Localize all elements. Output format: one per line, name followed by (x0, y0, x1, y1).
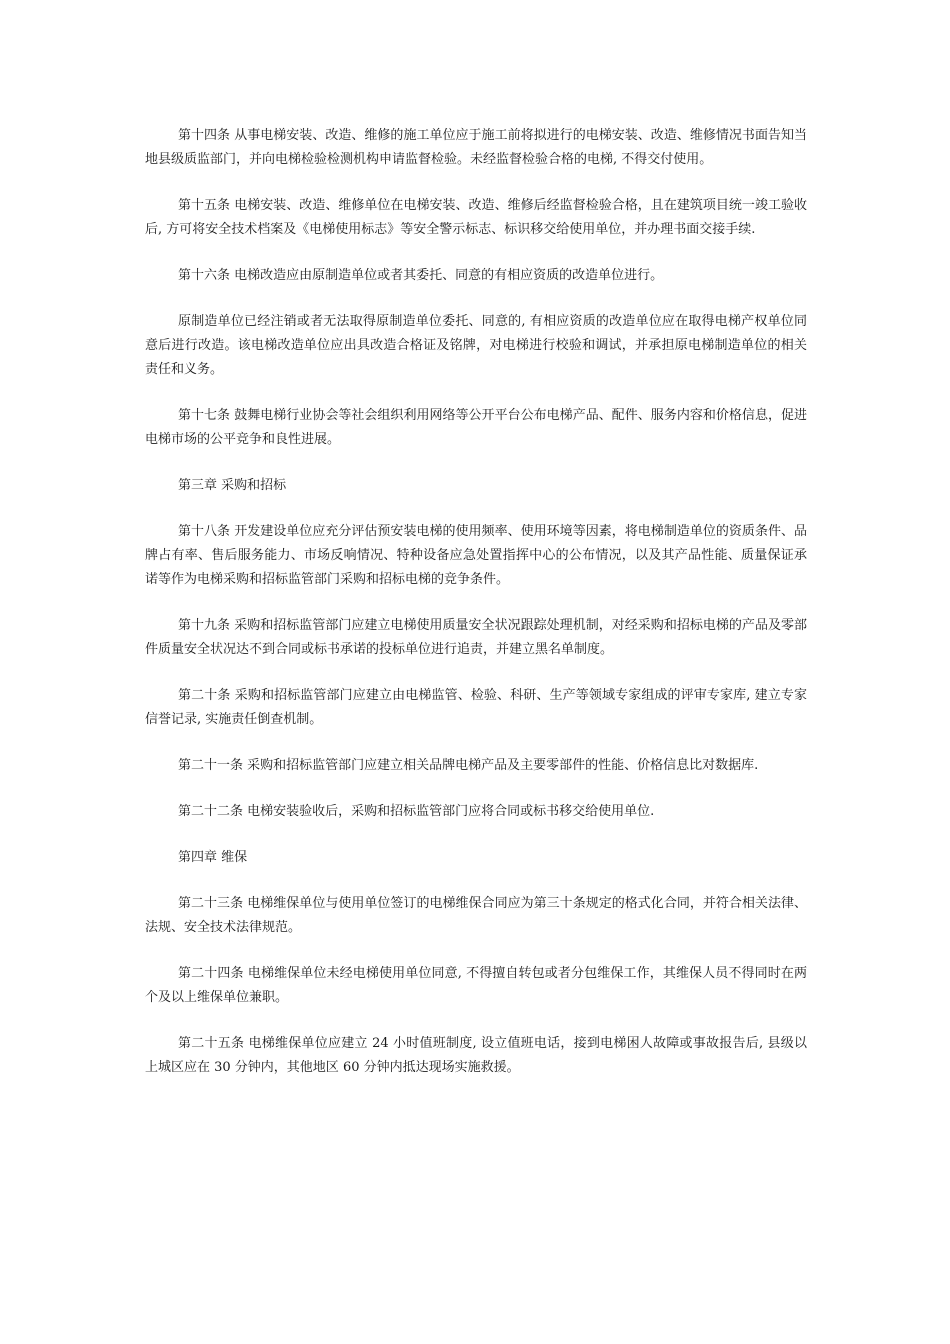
article-24: 第二十四条 电梯维保单位未经电梯使用单位同意, 不得擅自转包或者分包维保工作，其维保人员不得同时在两个及以上维保单位兼职。 (145, 966, 807, 1005)
article-23: 第二十三条 电梯维保单位与使用单位签订的电梯维保合同应为第三十条规定的格式化合同，并符合相关法律、法规、安全技术法律规范。 (145, 896, 807, 935)
article-14: 第十四条 从事电梯安装、改造、维修的施工单位应于施工前将拟进行的电梯安装、改造、维修情况书面告知当地县级质监部门，并向电梯检验检测机构申请监督检验。未经监督检验合格的电梯, 不得交付使用。 (145, 128, 807, 167)
article-18: 第十八条 开发建设单位应充分评估预安装电梯的使用频率、使用环境等因素，将电梯制造单位的资质条件、品牌占有率、售后服务能力、市场反响情况、特种设备应急处置指挥中心的公布情况，以及其产品性能、质量保证承诺等作为电梯采购和招标监管部门采购和招标电梯的竞争条件。 (145, 524, 807, 587)
article-15: 第十五条 电梯安装、改造、维修单位在电梯安装、改造、维修后经监督检验合格，且在建筑项目统一竣工验收后, 方可将安全技术档案及《电梯使用标志》等安全警示标志、标识移交给使用单位，并办理书面交接手续. (145, 198, 807, 237)
document-body (145, 124, 807, 1102)
chapter-4-heading: 第四章 维保 (178, 850, 248, 865)
article-17: 第十七条 鼓舞电梯行业协会等社会组织利用网络等公开平台公布电梯产品、配件、服务内容和价格信息，促进电梯市场的公平竞争和良性进展。 (145, 408, 807, 447)
article-22: 第二十二条 电梯安装验收后，采购和招标监管部门应将合同或标书移交给使用单位. (178, 804, 655, 819)
chapter-3-heading: 第三章 采购和招标 (178, 478, 287, 493)
article-25: 第二十五条 电梯维保单位应建立 24 小时值班制度, 设立值班电话，接到电梯困人故障或事故报告后, 县级以上城区应在 30 分钟内，其他地区 60 分钟内抵达现场实施救援。 (145, 1036, 807, 1075)
article-21: 第二十一条 采购和招标监管部门应建立相关品牌电梯产品及主要零部件的性能、价格信息比对数据库. (178, 758, 759, 773)
article-20: 第二十条 采购和招标监管部门应建立由电梯监管、检验、科研、生产等领域专家组成的评审专家库, 建立专家信誉记录, 实施责任倒查机制。 (145, 688, 807, 727)
article-19: 第十九条 采购和招标监管部门应建立电梯使用质量安全状况跟踪处理机制，对经采购和招标电梯的产品及零部件质量安全状况达不到合同或标书承诺的投标单位进行追责，并建立黑名单制度。 (145, 618, 807, 657)
article-16: 第十六条 电梯改造应由原制造单位或者其委托、同意的有相应资质的改造单位进行。 (178, 268, 664, 283)
article-16-continuation: 原制造单位已经注销或者无法取得原制造单位委托、同意的, 有相应资质的改造单位应在取得电梯产权单位同意后进行改造。该电梯改造单位应出具改造合格证及铭牌，对电梯进行校验和调试，并承担原电梯制造单位的相关责任和义务。 (145, 314, 807, 377)
